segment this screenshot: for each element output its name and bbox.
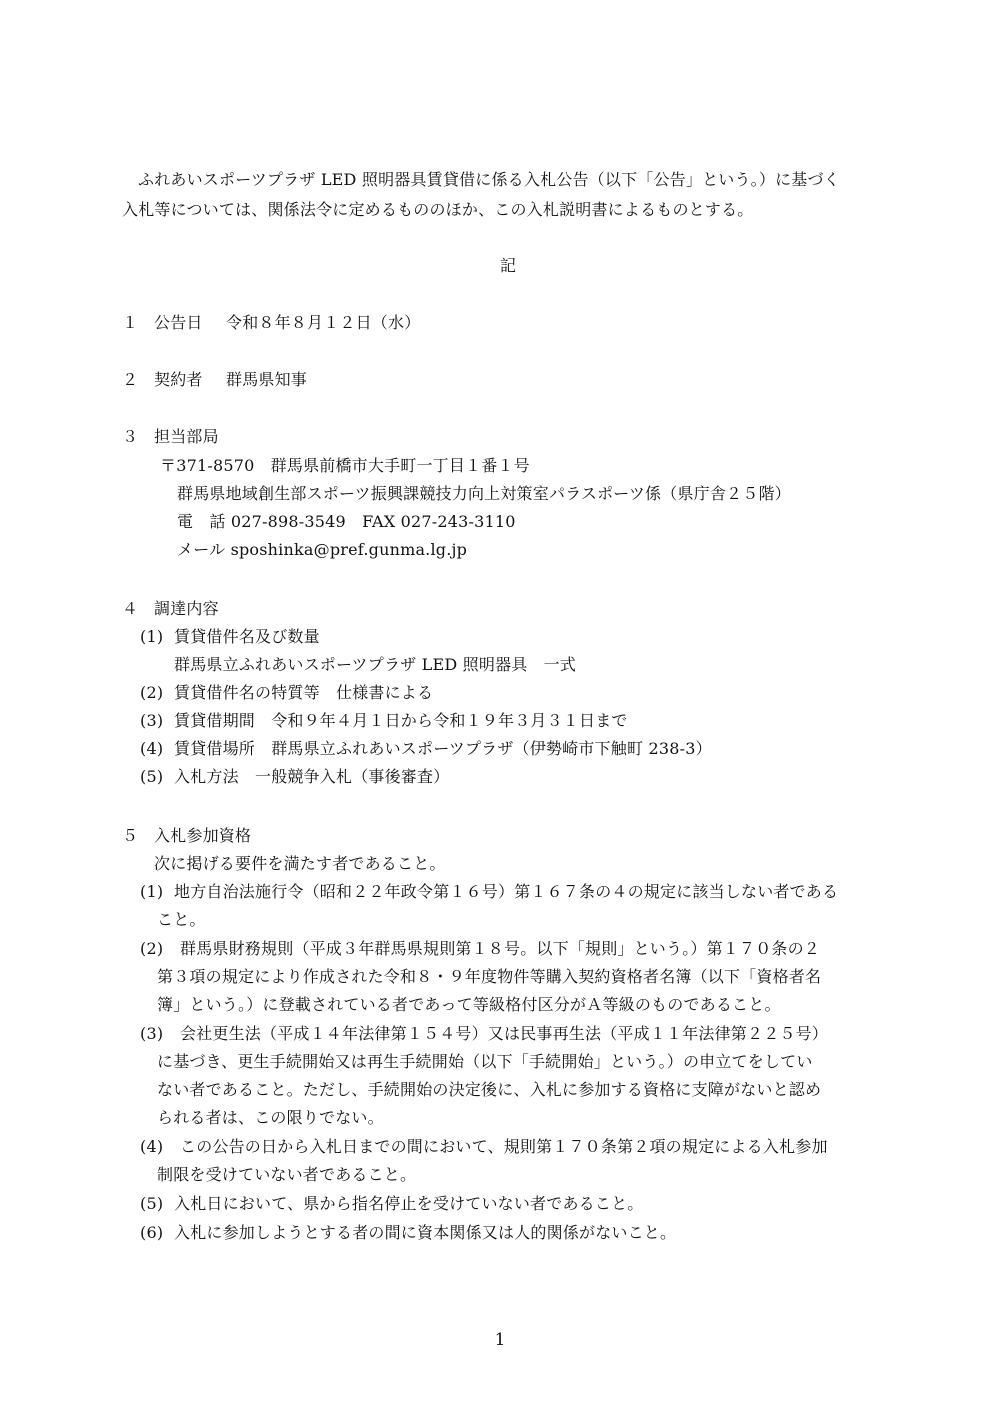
section-5-item-4-line-2: 制限を受けていない者であること。: [157, 1165, 417, 1184]
section-5-item-number: (2): [140, 939, 164, 958]
section-5-item-number: (4): [140, 1137, 164, 1156]
section-5-item-2-line-1: 群馬県財務規則（平成３年群馬県規則第１８号。以下「規則」という。）第１７０条の２: [180, 939, 821, 958]
section-5-item-number: (1): [140, 882, 164, 901]
section-1-value: 令和８年８月１２日（水）: [226, 313, 421, 332]
section-5-title: 入札参加資格: [154, 826, 252, 845]
intro-line-2: 入札等については、関係法令に定めるもののほか、この入札説明書によるものとする。: [122, 200, 754, 219]
section-5-item-5-text: 入札日において、県から指名停止を受けていない者であること。: [174, 1194, 644, 1213]
section-1-label: 公告日: [154, 313, 203, 332]
section-3-title: 担当部局: [154, 427, 219, 446]
section-2-value: 群馬県知事: [226, 370, 308, 389]
section-4-title: 調達内容: [154, 599, 219, 618]
section-5-item-3-line-1: 会社更生法（平成１４年法律第１５４号）又は民事再生法（平成１１年法律第２２５号）: [180, 1024, 829, 1043]
section-5-item-1-line-1: 地方自治法施行令（昭和２２年政令第１６号）第１６７条の４の規定に該当しない者である: [174, 882, 839, 901]
section-5-number: ５: [122, 826, 139, 845]
section-4-item-number: (2): [140, 683, 164, 702]
section-5-item-6-text: 入札に参加しようとする者の間に資本関係又は人的関係がないこと。: [174, 1223, 677, 1242]
section-5-item-3-line-2: に基づき、更生手続開始又は再生手続開始（以下「手続開始」という。）の申立てをしてい: [157, 1052, 813, 1071]
section-5-item-2-line-2: 第３項の規定により作成された令和８・９年度物件等購入契約資格者名簿（以下「資格者名: [157, 967, 822, 986]
intro-line-1: ふれあいスポーツプラザ LED 照明器具賃貸借に係る入札公告（以下「公告」という。）に基づく: [138, 170, 840, 189]
section-4-item-text: 賃貸借件名の特質等 仕様書による: [174, 683, 434, 702]
section-3-office: 群馬県地域創生部スポーツ振興課競技力向上対策室パラスポーツ係（県庁舎２５階）: [177, 484, 791, 503]
section-5-item-number: (3): [140, 1024, 164, 1043]
section-4-item-number: (3): [140, 711, 164, 730]
section-4-item-number: (5): [140, 767, 164, 786]
section-4-item-text: 賃貸借期間 令和９年４月１日から令和１９年３月３１日まで: [174, 711, 628, 730]
section-5-item-number: (6): [140, 1223, 164, 1242]
section-5-lead: 次に掲げる要件を満たす者であること。: [154, 854, 446, 873]
section-5-item-number: (5): [140, 1194, 164, 1213]
ki-heading: 記: [500, 256, 517, 275]
section-2-label: 契約者: [154, 370, 203, 389]
section-5-item-4-line-1: この公告の日から入札日までの間において、規則第１７０条第２項の規定による入札参加: [180, 1137, 828, 1156]
section-1-number: １: [122, 313, 139, 332]
section-4-item-text: 入札方法 一般競争入札（事後審査）: [174, 767, 450, 786]
section-5-item-3-line-3: ない者であること。ただし、手続開始の決定後に、入札に参加する資格に支障がないと認め: [157, 1080, 822, 1099]
page-number: 1: [494, 1330, 506, 1350]
section-4-item-number: (1): [140, 627, 164, 646]
section-4-item-text: 賃貸借件名及び数量: [174, 627, 320, 646]
section-4-item-text: 賃貸借場所 群馬県立ふれあいスポーツプラザ（伊勢崎市下触町 238-3）: [174, 739, 712, 758]
section-4-item-text: 群馬県立ふれあいスポーツプラザ LED 照明器具 一式: [174, 655, 577, 674]
section-3-number: ３: [122, 427, 139, 446]
section-3-address: 〒371-8570 群馬県前橋市大手町一丁目１番１号: [160, 456, 530, 475]
section-5-item-1-line-2: こと。: [157, 910, 206, 929]
section-4-number: ４: [122, 599, 139, 618]
section-5-item-3-line-4: られる者は、この限りでない。: [157, 1108, 384, 1127]
section-5-item-2-line-3: 簿」という。）に登載されている者であって等級格付区分がＡ等級のものであること。: [157, 995, 781, 1014]
section-4-item-number: (4): [140, 739, 164, 758]
section-3-mail: メール sposhinka@pref.gunma.lg.jp: [177, 540, 468, 559]
section-2-number: ２: [122, 370, 139, 389]
section-3-phone: 電 話 027-898-3549 FAX 027-243-3110: [177, 512, 516, 531]
